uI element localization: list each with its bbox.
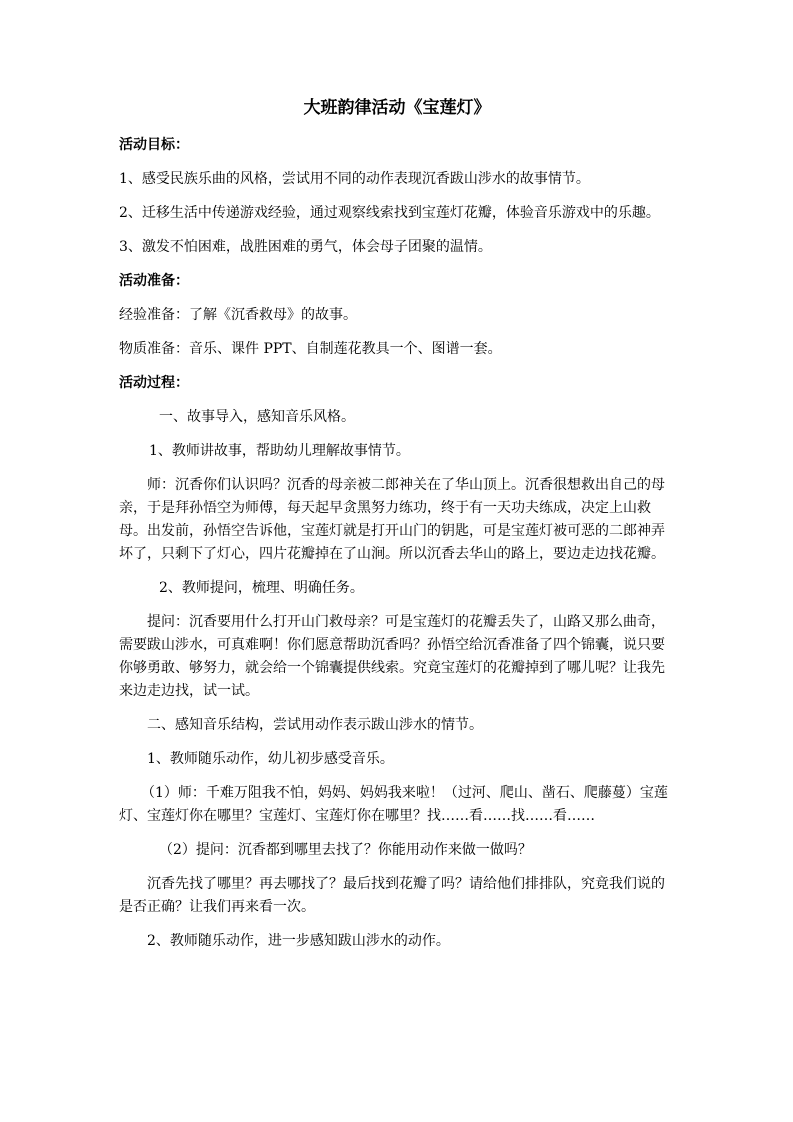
document-body <box>119 96 675 964</box>
prep-experience: 经验准备：了解《沉香救母》的故事。 <box>119 307 357 323</box>
line-3: 沉香先找了哪里？再去哪找了？最后找到花瓣了吗？请给他们排排队，究竟我们说的是否正确？让我们再来看一次。 <box>119 876 665 915</box>
process-heading: 活动过程： <box>119 375 189 391</box>
goal-3: 3、激发不怕困难，战胜困难的勇气，体会母子团聚的温情。 <box>119 239 492 255</box>
question-paragraph: 提问：沉香要用什么打开山门救母亲？可是宝莲灯的花瓣丢失了，山路又那么曲奇，需要跋山涉水，可真难啊！你们愿意帮助沉香吗？孙悟空给沉香准备了四个锦囊，说只要你够勇敢、够努力，就会给一个锦囊提供线索。究竟宝莲灯的花瓣掉到了哪儿呢？让我先来边走边找，试一试。 <box>119 614 665 699</box>
story-paragraph: 师：沉香你们认识吗？沉香的母亲被二郎神关在了华山顶上。沉香很想救出自己的母亲，于是拜孙悟空为师傅，每天起早贪黑努力练功，终于有一天功夫练成，决定上山救母。出发前，孙悟空告诉他，宝莲灯就是打开山门的钥匙，可是宝莲灯被可恶的二郎神弄坏了，只剩下了灯心，四片花瓣掉在了山涧。所以沉香去华山的路上，要边走边找花瓣。 <box>119 477 665 562</box>
step-1: 一、故事导入，感知音乐风格。 <box>159 409 355 425</box>
step-2: 二、感知音乐结构，尝试用动作表示跋山涉水的情节。 <box>147 717 483 733</box>
prep-heading: 活动准备： <box>119 273 189 289</box>
line-2: （2）提问：沉香都到哪里去找了？你能用动作来做一做吗？ <box>159 842 532 858</box>
page-title: 大班韵律活动《宝莲灯》 <box>303 98 491 118</box>
prep-material: 物质准备：音乐、课件 PPT、自制莲花教具一个、图谱一套。 <box>119 341 502 357</box>
step-1-2: 2、教师提问，梳理、明确任务。 <box>159 580 364 596</box>
line-1: （1）师：千难万阻我不怕，妈妈、妈妈我来啦！（过河、爬山、凿石、爬藤蔓）宝莲灯、宝莲灯你在哪里？宝莲灯、宝莲灯你在哪里？找……看……找……看…… <box>119 785 668 824</box>
goal-2: 2、迁移生活中传递游戏经验，通过观察线索找到宝莲灯花瓣，体验音乐游戏中的乐趣。 <box>119 205 660 221</box>
goal-1: 1、感受民族乐曲的风格，尝试用不同的动作表现沉香跋山涉水的故事情节。 <box>119 171 590 187</box>
goals-heading: 活动目标： <box>119 137 189 153</box>
step-2-2: 2、教师随乐动作，进一步感知跋山涉水的动作。 <box>147 933 450 949</box>
step-2-1: 1、教师随乐动作，幼儿初步感受音乐。 <box>147 751 394 767</box>
step-1-1: 1、教师讲故事，帮助幼儿理解故事情节。 <box>149 443 410 459</box>
